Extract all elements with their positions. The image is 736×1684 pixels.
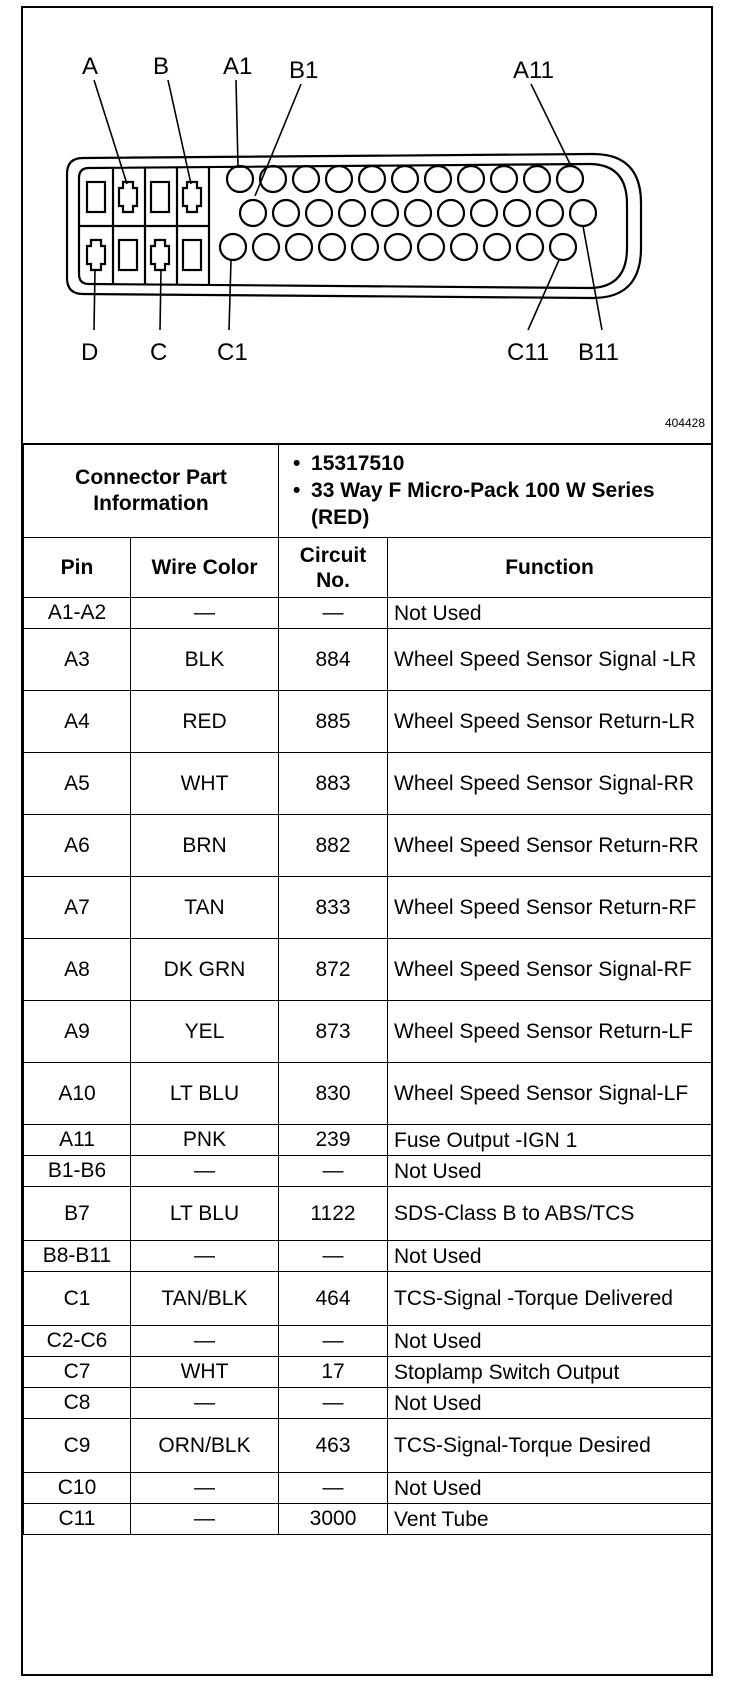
circuit-cell: 1122 — [279, 1187, 388, 1241]
circuit-cell: — — [279, 1156, 388, 1187]
pin-cell: C10 — [24, 1473, 131, 1504]
function-cell: Wheel Speed Sensor Signal-LF — [388, 1063, 712, 1125]
terminal-square — [151, 182, 169, 212]
wire-color-cell: BRN — [131, 815, 279, 877]
wire-color-cell: DK GRN — [131, 939, 279, 1001]
function-cell: Wheel Speed Sensor Return-LR — [388, 691, 712, 753]
terminal-square — [183, 240, 201, 270]
table-row — [24, 1326, 712, 1357]
header-pin: Pin — [24, 538, 131, 598]
function-cell: Wheel Speed Sensor Return-RR — [388, 815, 712, 877]
wire-color-cell: — — [131, 598, 279, 629]
circuit-cell: — — [279, 598, 388, 629]
pin-cell: B7 — [24, 1187, 131, 1241]
table-row — [24, 1187, 712, 1241]
function-cell: Fuse Output -IGN 1 — [388, 1125, 712, 1156]
table-row — [24, 1473, 712, 1504]
circuit-cell: — — [279, 1473, 388, 1504]
table-row — [24, 1001, 712, 1063]
circuit-cell: 464 — [279, 1272, 388, 1326]
table-row — [24, 1504, 712, 1535]
table-row — [24, 1241, 712, 1272]
connector-part-number: • 15317510 — [289, 450, 701, 477]
function-cell: Not Used — [388, 1473, 712, 1504]
wire-color-cell: — — [131, 1326, 279, 1357]
label-d: D — [81, 339, 99, 366]
pin-cell: A5 — [24, 753, 131, 815]
table-row — [24, 629, 712, 691]
label-b1: B1 — [289, 57, 319, 84]
function-cell: Wheel Speed Sensor Signal-RF — [388, 939, 712, 1001]
label-a11: A11 — [513, 57, 554, 84]
circuit-cell: — — [279, 1388, 388, 1419]
table-row — [24, 1156, 712, 1187]
circuit-cell: 873 — [279, 1001, 388, 1063]
terminal-key-d — [87, 240, 105, 270]
pin-cell: A10 — [24, 1063, 131, 1125]
wire-color-cell: LT BLU — [131, 1187, 279, 1241]
pin-cell: B1-B6 — [24, 1156, 131, 1187]
function-cell: TCS-Signal -Torque Delivered — [388, 1272, 712, 1326]
function-cell: Stoplamp Switch Output — [388, 1357, 712, 1388]
leader-lines — [94, 80, 602, 330]
wire-color-cell: RED — [131, 691, 279, 753]
wire-color-cell: — — [131, 1388, 279, 1419]
wire-color-cell: — — [131, 1241, 279, 1272]
function-cell: Not Used — [388, 1241, 712, 1272]
wire-color-cell: — — [131, 1473, 279, 1504]
pin-cell: A1-A2 — [24, 598, 131, 629]
pinout-table — [23, 443, 712, 1535]
circuit-cell: — — [279, 1326, 388, 1357]
wire-color-cell: — — [131, 1156, 279, 1187]
table-row — [24, 1419, 712, 1473]
connector-info-list — [279, 444, 712, 538]
circuit-cell: 463 — [279, 1419, 388, 1473]
connector-sheet — [21, 6, 713, 1676]
header-wire-color: Wire Color — [131, 538, 279, 598]
function-cell: Not Used — [388, 1388, 712, 1419]
pin-cell: A4 — [24, 691, 131, 753]
pin-row-c — [220, 234, 576, 260]
table-header-row — [24, 538, 712, 598]
pin-cell: B8-B11 — [24, 1241, 131, 1272]
header-circuit-no: Circuit No. — [279, 538, 388, 598]
table-row — [24, 877, 712, 939]
pin-cell: A7 — [24, 877, 131, 939]
wire-color-cell: WHT — [131, 1357, 279, 1388]
label-c1: C1 — [217, 339, 248, 366]
circuit-cell: — — [279, 1241, 388, 1272]
terminal-square — [119, 240, 137, 270]
label-c11: C11 — [507, 339, 550, 366]
circuit-cell: 872 — [279, 939, 388, 1001]
table-row — [24, 753, 712, 815]
pin-cell: C1 — [24, 1272, 131, 1326]
circuit-cell: 17 — [279, 1357, 388, 1388]
table-row — [24, 1063, 712, 1125]
function-cell: SDS-Class B to ABS/TCS — [388, 1187, 712, 1241]
wire-color-cell: WHT — [131, 753, 279, 815]
function-cell: Wheel Speed Sensor Return-RF — [388, 877, 712, 939]
connector-diagram — [23, 8, 711, 445]
label-c: C — [150, 339, 168, 366]
label-a: A — [82, 53, 99, 80]
circuit-cell: 882 — [279, 815, 388, 877]
wire-color-cell: LT BLU — [131, 1063, 279, 1125]
table-row — [24, 939, 712, 1001]
connector-drawing — [23, 8, 711, 443]
pin-cell: A8 — [24, 939, 131, 1001]
function-cell: Wheel Speed Sensor Signal -LR — [388, 629, 712, 691]
table-row — [24, 1388, 712, 1419]
wire-color-cell: PNK — [131, 1125, 279, 1156]
circuit-cell: 883 — [279, 753, 388, 815]
connector-info-label: Connector Part Information — [24, 444, 279, 538]
table-row — [24, 1357, 712, 1388]
wire-color-cell: TAN/BLK — [131, 1272, 279, 1326]
wire-color-cell: BLK — [131, 629, 279, 691]
function-cell: Not Used — [388, 1326, 712, 1357]
pin-cell: A6 — [24, 815, 131, 877]
label-a1: A1 — [223, 53, 253, 80]
table-row — [24, 815, 712, 877]
terminal-key-a — [119, 182, 137, 212]
function-cell: Wheel Speed Sensor Signal-RR — [388, 753, 712, 815]
function-cell: Not Used — [388, 1156, 712, 1187]
label-b: B — [153, 53, 170, 80]
terminal-square — [87, 182, 105, 212]
table-row — [24, 1125, 712, 1156]
function-cell: Vent Tube — [388, 1504, 712, 1535]
function-cell: Wheel Speed Sensor Return-LF — [388, 1001, 712, 1063]
connector-info-row — [24, 444, 712, 538]
circuit-cell: 885 — [279, 691, 388, 753]
wire-color-cell: — — [131, 1504, 279, 1535]
table-row — [24, 691, 712, 753]
wire-color-cell: YEL — [131, 1001, 279, 1063]
terminal-key-c — [151, 240, 169, 270]
circuit-cell: 830 — [279, 1063, 388, 1125]
pin-row-b — [240, 200, 596, 226]
circuit-cell: 833 — [279, 877, 388, 939]
figure-number: 404428 — [664, 416, 705, 430]
circuit-cell: 239 — [279, 1125, 388, 1156]
pin-cell: C8 — [24, 1388, 131, 1419]
pin-cell: C11 — [24, 1504, 131, 1535]
pin-cell: A9 — [24, 1001, 131, 1063]
label-b11: B11 — [578, 339, 619, 366]
pin-cell: A11 — [24, 1125, 131, 1156]
pin-cell: C9 — [24, 1419, 131, 1473]
circuit-cell: 884 — [279, 629, 388, 691]
wire-color-cell: TAN — [131, 877, 279, 939]
terminal-key-b — [183, 182, 201, 212]
wire-color-cell: ORN/BLK — [131, 1419, 279, 1473]
function-cell: TCS-Signal-Torque Desired — [388, 1419, 712, 1473]
pin-cell: C7 — [24, 1357, 131, 1388]
table-row — [24, 1272, 712, 1326]
pin-cell: A3 — [24, 629, 131, 691]
header-function: Function — [388, 538, 712, 598]
table-row — [24, 598, 712, 629]
circuit-cell: 3000 — [279, 1504, 388, 1535]
connector-description: • 33 Way F Micro-Pack 100 W Series (RED) — [289, 477, 701, 531]
function-cell: Not Used — [388, 598, 712, 629]
pin-cell: C2-C6 — [24, 1326, 131, 1357]
pin-row-a — [227, 166, 583, 192]
